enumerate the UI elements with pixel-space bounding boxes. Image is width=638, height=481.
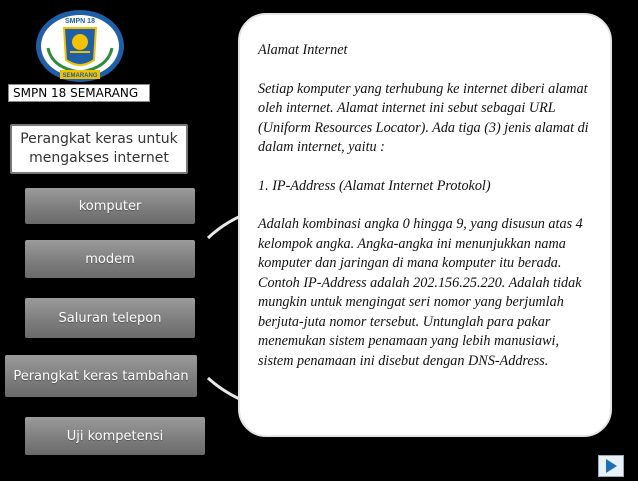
sidebar-item-saluran-telepon[interactable]	[25, 298, 195, 338]
next-slide-icon	[599, 456, 623, 476]
sidebar-item-komputer[interactable]	[25, 188, 195, 224]
school-label: SMPN 18 SEMARANG	[8, 84, 150, 102]
sidebar-item-label: Saluran telepon	[58, 310, 162, 326]
school-crest-icon	[34, 8, 126, 84]
sidebar-item-uji-kompetensi[interactable]	[25, 417, 205, 455]
logo-top-text: SMPN 18	[65, 18, 95, 25]
content-card	[238, 13, 612, 437]
content-paragraph-ip: Adalah kombinasi angka 0 hingga 9, yang disusun atas 4 kelompok angka. Angka-angka ini menunjukkan nama komputer dan jaringan di mana komputer itu berada. Contoh IP-Address adalah 202.156.25.220. Adalah tidak mungkin untuk mengingat seri nomor yang berjumlah berjuta-juta nomor tersebut. Untunglah para pakar menemukan sistem penamaan yang lebih manusiawi, sistem penamaan ini disebut dengan DNS-Address.	[258, 216, 583, 369]
sidebar-item-label: Perangkat keras untuk mengakses internet	[20, 131, 178, 166]
logo-bottom-text: SEMARANG	[62, 73, 98, 79]
sidebar-item-perangkat-keras[interactable]	[10, 124, 188, 174]
sidebar-item-label: Uji kompetensi	[66, 428, 164, 444]
sidebar-item-perangkat-tambahan[interactable]	[5, 355, 197, 397]
sidebar-item-modem[interactable]	[25, 240, 195, 278]
sidebar-item-label: Perangkat keras tambahan	[13, 368, 189, 384]
content-paragraph-intro: Setiap komputer yang terhubung ke internet diberi alamat oleh internet. Alamat internet ini sebut sebagai URL (Uniform Resources Locator). Ada tiga (3) jenis alamat di dalam internet, yaitu :	[258, 80, 589, 155]
content-title: Alamat Internet	[258, 42, 348, 58]
content-subheading: 1. IP-Address (Alamat Internet Protokol)	[258, 177, 491, 194]
sidebar-item-label: komputer	[78, 198, 142, 214]
next-slide-button[interactable]	[598, 455, 624, 477]
sidebar-item-label: modem	[85, 251, 135, 267]
